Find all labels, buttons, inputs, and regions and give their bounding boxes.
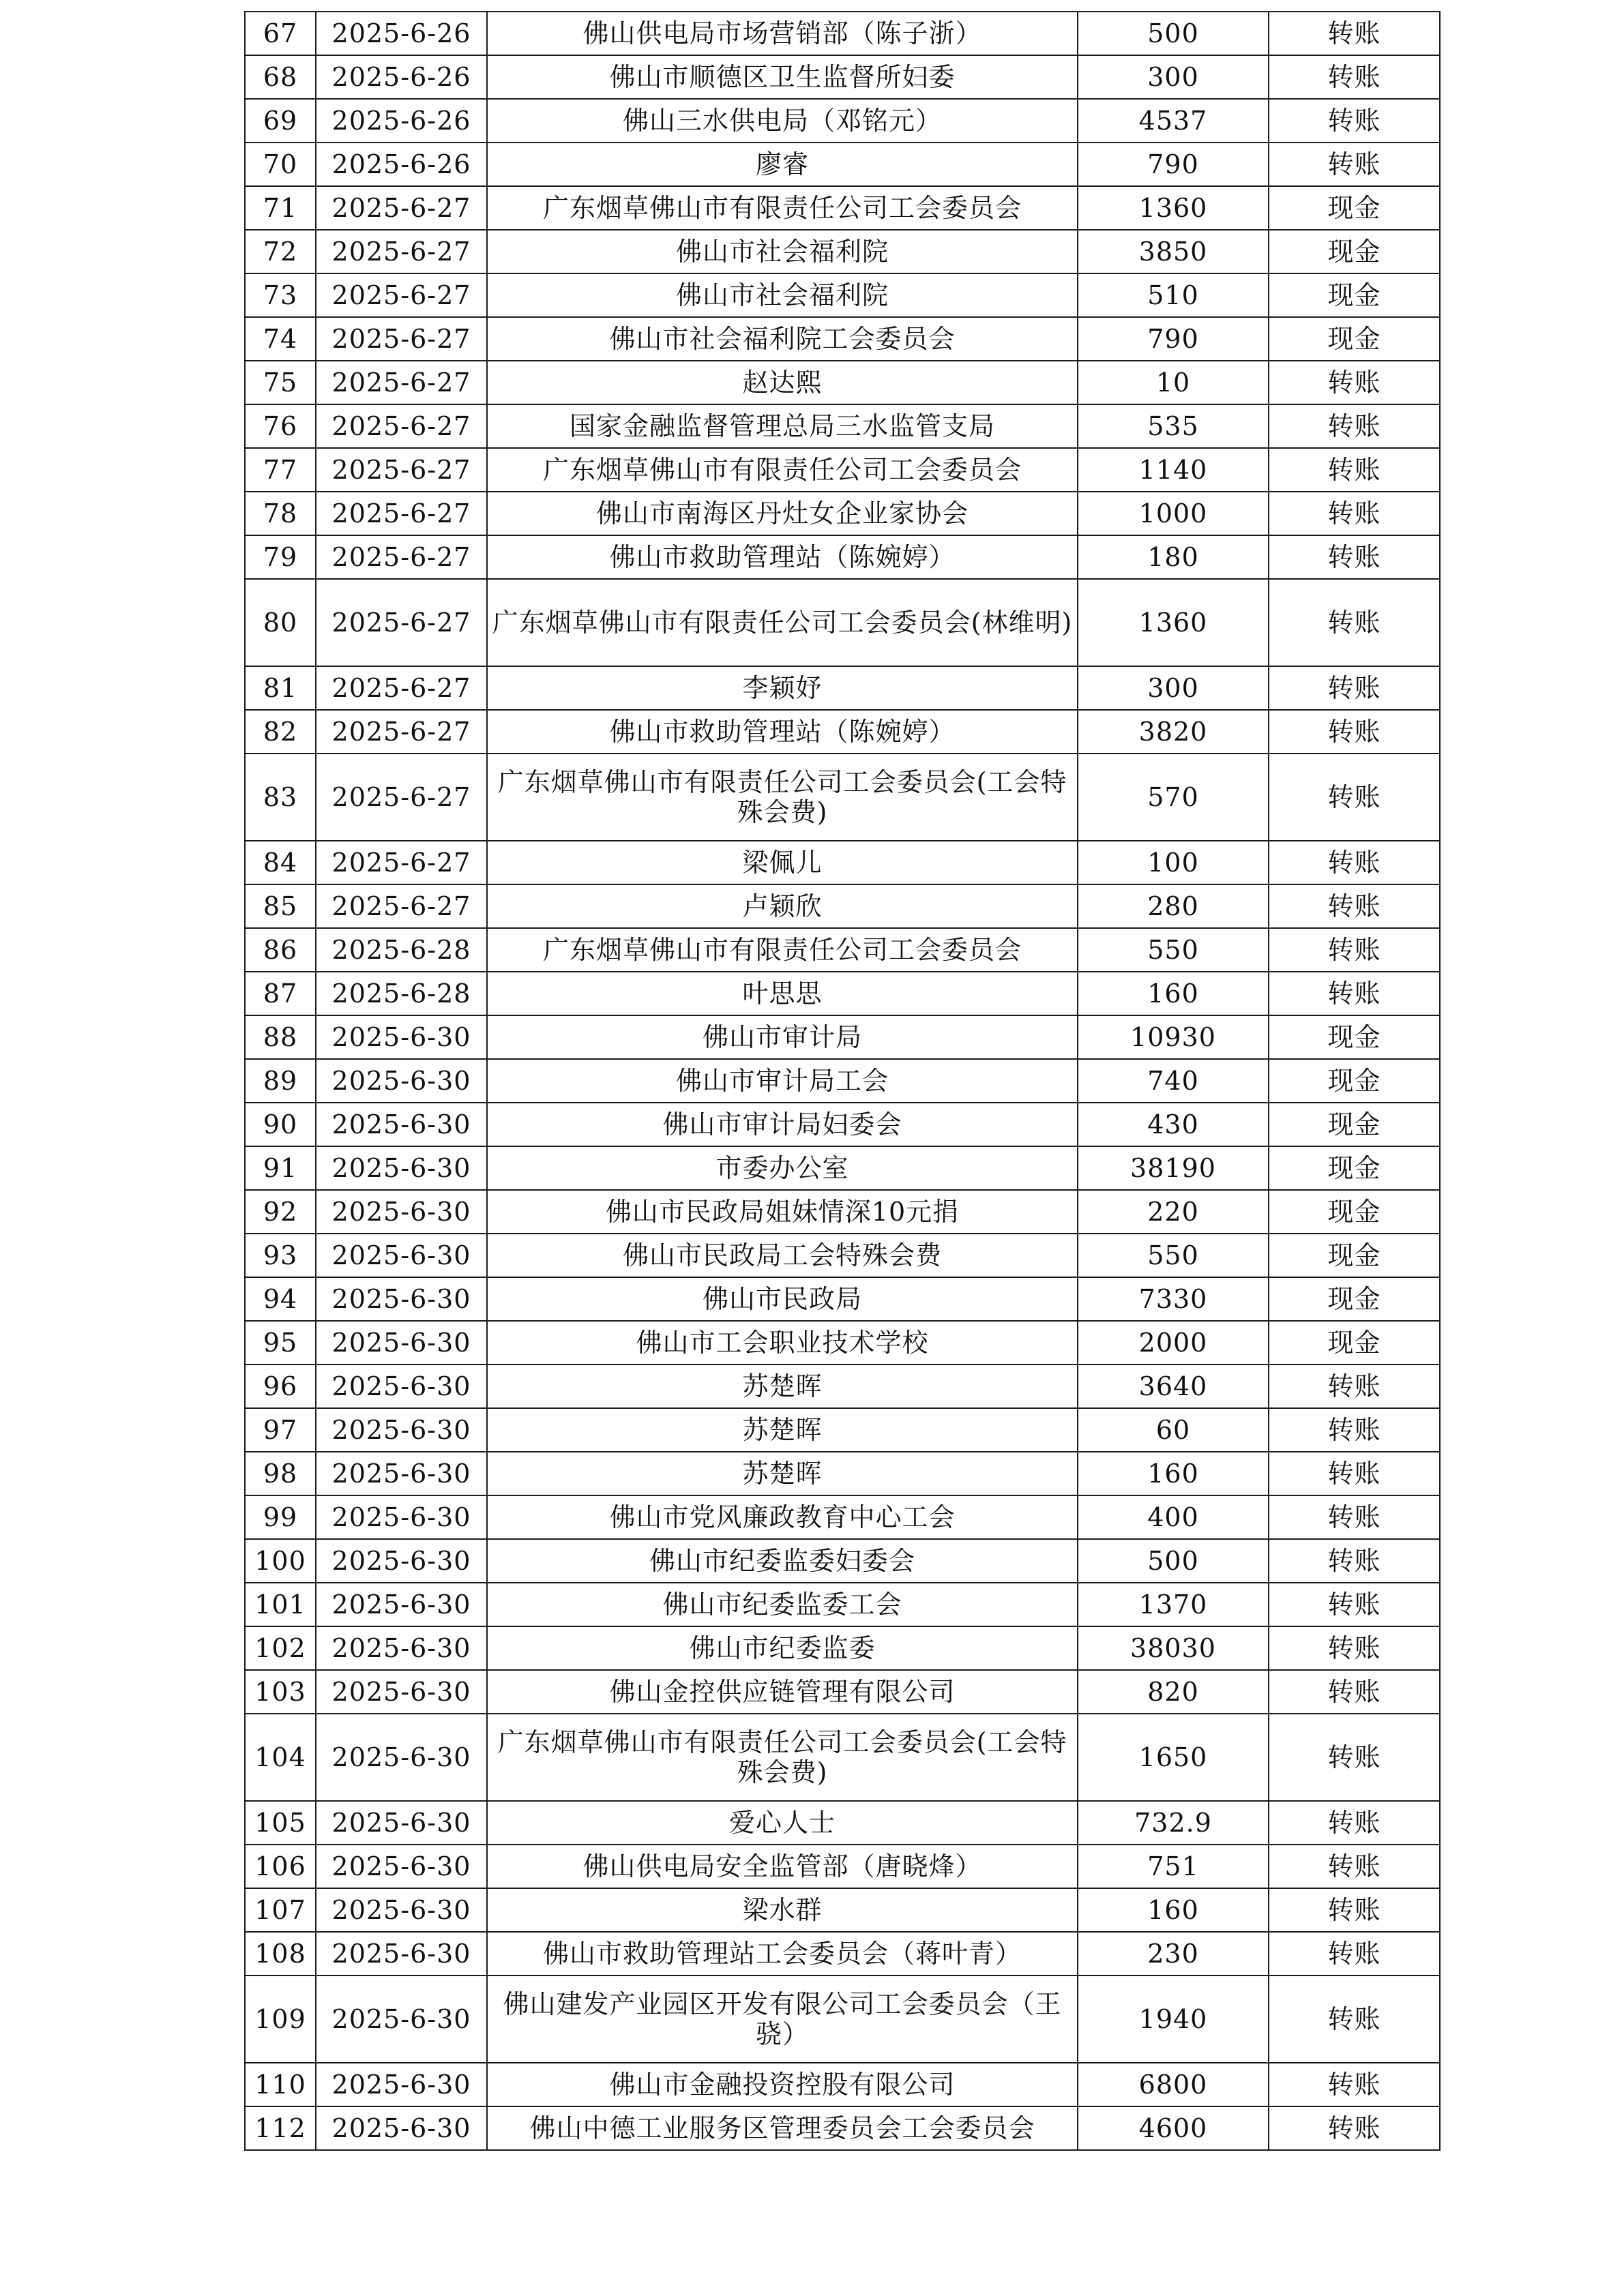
payment-method-cell: 现金	[1269, 186, 1440, 230]
table-row	[245, 492, 1440, 535]
date-cell: 2025-6-30	[316, 1583, 487, 1626]
payment-method-cell: 现金	[1269, 1321, 1440, 1365]
amount-cell: 1140	[1078, 448, 1269, 492]
table-row	[245, 361, 1440, 404]
table-row	[245, 1059, 1440, 1103]
amount-cell: 1360	[1078, 186, 1269, 230]
donor-name-cell: 佛山市工会职业技术学校	[487, 1321, 1078, 1365]
payment-method-cell: 转账	[1269, 1408, 1440, 1452]
amount-cell: 430	[1078, 1103, 1269, 1146]
donor-name-cell: 佛山市救助管理站（陈婉婷）	[487, 710, 1078, 754]
row-number-cell: 109	[245, 1976, 316, 2063]
date-cell: 2025-6-30	[316, 1277, 487, 1321]
row-number-cell: 108	[245, 1932, 316, 1976]
amount-cell: 570	[1078, 754, 1269, 841]
row-number-cell: 68	[245, 55, 316, 99]
donor-name-cell: 佛山市审计局工会	[487, 1059, 1078, 1103]
donor-name-cell: 佛山市社会福利院	[487, 230, 1078, 273]
payment-method-cell: 转账	[1269, 1801, 1440, 1845]
date-cell: 2025-6-30	[316, 1408, 487, 1452]
row-number-cell: 112	[245, 2106, 316, 2150]
donor-name-cell: 苏楚晖	[487, 1408, 1078, 1452]
donor-name-cell: 廖睿	[487, 143, 1078, 186]
date-cell: 2025-6-26	[316, 12, 487, 55]
row-number-cell: 104	[245, 1714, 316, 1801]
donor-name-cell: 佛山市民政局姐妹情深10元捐	[487, 1190, 1078, 1234]
amount-cell: 500	[1078, 12, 1269, 55]
payment-method-cell: 现金	[1269, 1015, 1440, 1059]
date-cell: 2025-6-26	[316, 99, 487, 143]
donor-name-cell: 国家金融监督管理总局三水监管支局	[487, 404, 1078, 448]
table-row	[245, 1408, 1440, 1452]
amount-cell: 535	[1078, 404, 1269, 448]
date-cell: 2025-6-30	[316, 1495, 487, 1539]
row-number-cell: 70	[245, 143, 316, 186]
table-row	[245, 273, 1440, 317]
amount-cell: 38190	[1078, 1146, 1269, 1190]
donor-name-cell: 卢颖欣	[487, 884, 1078, 928]
donor-name-cell: 佛山市社会福利院工会委员会	[487, 317, 1078, 361]
donor-name-cell: 苏楚晖	[487, 1452, 1078, 1495]
payment-method-cell: 现金	[1269, 1277, 1440, 1321]
payment-method-cell: 转账	[1269, 492, 1440, 535]
payment-method-cell: 现金	[1269, 317, 1440, 361]
payment-method-cell: 转账	[1269, 1365, 1440, 1408]
date-cell: 2025-6-27	[316, 317, 487, 361]
date-cell: 2025-6-27	[316, 710, 487, 754]
table-row	[245, 317, 1440, 361]
donor-name-cell: 佛山中德工业服务区管理委员会工会委员会	[487, 2106, 1078, 2150]
row-number-cell: 102	[245, 1626, 316, 1670]
donor-name-cell: 广东烟草佛山市有限责任公司工会委员会	[487, 186, 1078, 230]
row-number-cell: 97	[245, 1408, 316, 1452]
donor-name-cell: 佛山市纪委监委妇委会	[487, 1539, 1078, 1583]
row-number-cell: 103	[245, 1670, 316, 1714]
amount-cell: 740	[1078, 1059, 1269, 1103]
date-cell: 2025-6-27	[316, 361, 487, 404]
table-row	[245, 1234, 1440, 1277]
table-row	[245, 1321, 1440, 1365]
row-number-cell: 99	[245, 1495, 316, 1539]
amount-cell: 550	[1078, 928, 1269, 972]
amount-cell: 280	[1078, 884, 1269, 928]
donor-name-cell: 李颖妤	[487, 666, 1078, 710]
donor-name-cell: 佛山市党风廉政教育中心工会	[487, 1495, 1078, 1539]
table-row	[245, 1626, 1440, 1670]
payment-method-cell: 现金	[1269, 273, 1440, 317]
row-number-cell: 79	[245, 535, 316, 579]
donor-name-cell: 佛山市社会福利院	[487, 273, 1078, 317]
amount-cell: 230	[1078, 1932, 1269, 1976]
table-row	[245, 1495, 1440, 1539]
date-cell: 2025-6-30	[316, 1976, 487, 2063]
payment-method-cell: 转账	[1269, 754, 1440, 841]
amount-cell: 3640	[1078, 1365, 1269, 1408]
table-row	[245, 1714, 1440, 1801]
donor-name-cell: 佛山市顺德区卫生监督所妇委	[487, 55, 1078, 99]
amount-cell: 60	[1078, 1408, 1269, 1452]
table-row	[245, 1976, 1440, 2063]
amount-cell: 10930	[1078, 1015, 1269, 1059]
table-row	[245, 448, 1440, 492]
payment-method-cell: 转账	[1269, 1845, 1440, 1888]
table-row	[245, 710, 1440, 754]
amount-cell: 160	[1078, 1888, 1269, 1932]
row-number-cell: 101	[245, 1583, 316, 1626]
amount-cell: 1370	[1078, 1583, 1269, 1626]
table-row	[245, 1583, 1440, 1626]
table-row	[245, 884, 1440, 928]
table-row	[245, 1670, 1440, 1714]
donation-table-body	[245, 12, 1440, 2150]
row-number-cell: 93	[245, 1234, 316, 1277]
date-cell: 2025-6-27	[316, 579, 487, 666]
payment-method-cell: 转账	[1269, 666, 1440, 710]
payment-method-cell: 现金	[1269, 1234, 1440, 1277]
table-row	[245, 2106, 1440, 2150]
table-row	[245, 666, 1440, 710]
row-number-cell: 87	[245, 972, 316, 1015]
date-cell: 2025-6-30	[316, 1888, 487, 1932]
date-cell: 2025-6-30	[316, 2106, 487, 2150]
donor-name-cell: 广东烟草佛山市有限责任公司工会委员会	[487, 928, 1078, 972]
payment-method-cell: 现金	[1269, 1146, 1440, 1190]
date-cell: 2025-6-30	[316, 1234, 487, 1277]
amount-cell: 6800	[1078, 2063, 1269, 2106]
payment-method-cell: 转账	[1269, 1452, 1440, 1495]
table-row	[245, 1845, 1440, 1888]
amount-cell: 400	[1078, 1495, 1269, 1539]
payment-method-cell: 转账	[1269, 972, 1440, 1015]
date-cell: 2025-6-30	[316, 1365, 487, 1408]
date-cell: 2025-6-27	[316, 448, 487, 492]
table-row	[245, 404, 1440, 448]
amount-cell: 820	[1078, 1670, 1269, 1714]
row-number-cell: 75	[245, 361, 316, 404]
row-number-cell: 71	[245, 186, 316, 230]
table-row	[245, 55, 1440, 99]
donor-name-cell: 广东烟草佛山市有限责任公司工会委员会(工会特殊会费)	[487, 754, 1078, 841]
payment-method-cell: 现金	[1269, 1103, 1440, 1146]
date-cell: 2025-6-30	[316, 1626, 487, 1670]
donor-name-cell: 佛山三水供电局（邓铭元）	[487, 99, 1078, 143]
payment-method-cell: 转账	[1269, 928, 1440, 972]
date-cell: 2025-6-30	[316, 1539, 487, 1583]
date-cell: 2025-6-27	[316, 404, 487, 448]
amount-cell: 550	[1078, 1234, 1269, 1277]
date-cell: 2025-6-30	[316, 1714, 487, 1801]
date-cell: 2025-6-30	[316, 1670, 487, 1714]
payment-method-cell: 转账	[1269, 1714, 1440, 1801]
date-cell: 2025-6-28	[316, 972, 487, 1015]
donor-name-cell: 佛山市南海区丹灶女企业家协会	[487, 492, 1078, 535]
donor-name-cell: 梁佩儿	[487, 841, 1078, 884]
amount-cell: 1940	[1078, 1976, 1269, 2063]
donation-table	[244, 11, 1441, 2151]
date-cell: 2025-6-27	[316, 273, 487, 317]
row-number-cell: 83	[245, 754, 316, 841]
payment-method-cell: 转账	[1269, 710, 1440, 754]
payment-method-cell: 转账	[1269, 2063, 1440, 2106]
date-cell: 2025-6-30	[316, 1321, 487, 1365]
amount-cell: 1650	[1078, 1714, 1269, 1801]
row-number-cell: 76	[245, 404, 316, 448]
date-cell: 2025-6-27	[316, 492, 487, 535]
amount-cell: 2000	[1078, 1321, 1269, 1365]
row-number-cell: 88	[245, 1015, 316, 1059]
payment-method-cell: 转账	[1269, 1495, 1440, 1539]
payment-method-cell: 转账	[1269, 579, 1440, 666]
row-number-cell: 96	[245, 1365, 316, 1408]
date-cell: 2025-6-26	[316, 143, 487, 186]
row-number-cell: 86	[245, 928, 316, 972]
row-number-cell: 89	[245, 1059, 316, 1103]
amount-cell: 7330	[1078, 1277, 1269, 1321]
donor-name-cell: 梁水群	[487, 1888, 1078, 1932]
payment-method-cell: 转账	[1269, 884, 1440, 928]
payment-method-cell: 转账	[1269, 2106, 1440, 2150]
table-row	[245, 1103, 1440, 1146]
row-number-cell: 73	[245, 273, 316, 317]
row-number-cell: 74	[245, 317, 316, 361]
payment-method-cell: 转账	[1269, 12, 1440, 55]
table-row	[245, 186, 1440, 230]
table-row	[245, 143, 1440, 186]
donor-name-cell: 佛山金控供应链管理有限公司	[487, 1670, 1078, 1714]
table-row	[245, 1146, 1440, 1190]
donor-name-cell: 佛山市民政局	[487, 1277, 1078, 1321]
amount-cell: 3820	[1078, 710, 1269, 754]
table-row	[245, 2063, 1440, 2106]
table-row	[245, 841, 1440, 884]
amount-cell: 751	[1078, 1845, 1269, 1888]
row-number-cell: 77	[245, 448, 316, 492]
donor-name-cell: 佛山供电局市场营销部（陈子浙）	[487, 12, 1078, 55]
date-cell: 2025-6-30	[316, 1801, 487, 1845]
table-row	[245, 1452, 1440, 1495]
row-number-cell: 72	[245, 230, 316, 273]
row-number-cell: 67	[245, 12, 316, 55]
payment-method-cell: 转账	[1269, 448, 1440, 492]
row-number-cell: 90	[245, 1103, 316, 1146]
payment-method-cell: 现金	[1269, 230, 1440, 273]
row-number-cell: 105	[245, 1801, 316, 1845]
payment-method-cell: 转账	[1269, 841, 1440, 884]
date-cell: 2025-6-27	[316, 186, 487, 230]
amount-cell: 4600	[1078, 2106, 1269, 2150]
row-number-cell: 81	[245, 666, 316, 710]
payment-method-cell: 转账	[1269, 1976, 1440, 2063]
amount-cell: 300	[1078, 666, 1269, 710]
donor-name-cell: 佛山市纪委监委工会	[487, 1583, 1078, 1626]
amount-cell: 160	[1078, 972, 1269, 1015]
row-number-cell: 94	[245, 1277, 316, 1321]
payment-method-cell: 转账	[1269, 1583, 1440, 1626]
row-number-cell: 84	[245, 841, 316, 884]
donor-name-cell: 佛山供电局安全监管部（唐晓烽）	[487, 1845, 1078, 1888]
date-cell: 2025-6-30	[316, 2063, 487, 2106]
donor-name-cell: 苏楚晖	[487, 1365, 1078, 1408]
table-row	[245, 535, 1440, 579]
table-row	[245, 12, 1440, 55]
amount-cell: 510	[1078, 273, 1269, 317]
row-number-cell: 106	[245, 1845, 316, 1888]
date-cell: 2025-6-27	[316, 666, 487, 710]
table-row	[245, 972, 1440, 1015]
payment-method-cell: 转账	[1269, 535, 1440, 579]
date-cell: 2025-6-30	[316, 1932, 487, 1976]
amount-cell: 4537	[1078, 99, 1269, 143]
table-row	[245, 1932, 1440, 1976]
amount-cell: 790	[1078, 317, 1269, 361]
donor-name-cell: 广东烟草佛山市有限责任公司工会委员会(林维明)	[487, 579, 1078, 666]
payment-method-cell: 转账	[1269, 1626, 1440, 1670]
amount-cell: 3850	[1078, 230, 1269, 273]
table-row	[245, 1277, 1440, 1321]
date-cell: 2025-6-30	[316, 1190, 487, 1234]
date-cell: 2025-6-30	[316, 1845, 487, 1888]
table-row	[245, 1539, 1440, 1583]
payment-method-cell: 转账	[1269, 1539, 1440, 1583]
amount-cell: 10	[1078, 361, 1269, 404]
table-row	[245, 1015, 1440, 1059]
date-cell: 2025-6-27	[316, 884, 487, 928]
donor-name-cell: 佛山市救助管理站（陈婉婷）	[487, 535, 1078, 579]
table-row	[245, 1365, 1440, 1408]
table-row	[245, 230, 1440, 273]
amount-cell: 160	[1078, 1452, 1269, 1495]
amount-cell: 500	[1078, 1539, 1269, 1583]
date-cell: 2025-6-27	[316, 535, 487, 579]
payment-method-cell: 转账	[1269, 55, 1440, 99]
amount-cell: 180	[1078, 535, 1269, 579]
donor-name-cell: 佛山市救助管理站工会委员会（蒋叶青）	[487, 1932, 1078, 1976]
donor-name-cell: 赵达熙	[487, 361, 1078, 404]
row-number-cell: 92	[245, 1190, 316, 1234]
donor-name-cell: 佛山市民政局工会特殊会费	[487, 1234, 1078, 1277]
date-cell: 2025-6-27	[316, 754, 487, 841]
row-number-cell: 82	[245, 710, 316, 754]
date-cell: 2025-6-30	[316, 1059, 487, 1103]
payment-method-cell: 转账	[1269, 1888, 1440, 1932]
row-number-cell: 78	[245, 492, 316, 535]
donor-name-cell: 爱心人士	[487, 1801, 1078, 1845]
amount-cell: 300	[1078, 55, 1269, 99]
donor-name-cell: 广东烟草佛山市有限责任公司工会委员会	[487, 448, 1078, 492]
table-row	[245, 1801, 1440, 1845]
table-row	[245, 754, 1440, 841]
amount-cell: 1360	[1078, 579, 1269, 666]
payment-method-cell: 转账	[1269, 361, 1440, 404]
amount-cell: 790	[1078, 143, 1269, 186]
donor-name-cell: 市委办公室	[487, 1146, 1078, 1190]
amount-cell: 220	[1078, 1190, 1269, 1234]
row-number-cell: 100	[245, 1539, 316, 1583]
row-number-cell: 95	[245, 1321, 316, 1365]
date-cell: 2025-6-30	[316, 1103, 487, 1146]
donor-name-cell: 佛山市审计局妇委会	[487, 1103, 1078, 1146]
amount-cell: 100	[1078, 841, 1269, 884]
donor-name-cell: 广东烟草佛山市有限责任公司工会委员会(工会特殊会费)	[487, 1714, 1078, 1801]
date-cell: 2025-6-26	[316, 55, 487, 99]
row-number-cell: 69	[245, 99, 316, 143]
amount-cell: 38030	[1078, 1626, 1269, 1670]
row-number-cell: 110	[245, 2063, 316, 2106]
row-number-cell: 85	[245, 884, 316, 928]
table-row	[245, 1190, 1440, 1234]
payment-method-cell: 现金	[1269, 1059, 1440, 1103]
payment-method-cell: 转账	[1269, 1932, 1440, 1976]
row-number-cell: 91	[245, 1146, 316, 1190]
payment-method-cell: 现金	[1269, 1190, 1440, 1234]
payment-method-cell: 转账	[1269, 143, 1440, 186]
table-row	[245, 928, 1440, 972]
donor-name-cell: 叶思思	[487, 972, 1078, 1015]
date-cell: 2025-6-30	[316, 1146, 487, 1190]
table-row	[245, 1888, 1440, 1932]
payment-method-cell: 转账	[1269, 404, 1440, 448]
date-cell: 2025-6-30	[316, 1452, 487, 1495]
date-cell: 2025-6-27	[316, 841, 487, 884]
donor-name-cell: 佛山市纪委监委	[487, 1626, 1078, 1670]
table-row	[245, 579, 1440, 666]
donor-name-cell: 佛山建发产业园区开发有限公司工会委员会（王骁）	[487, 1976, 1078, 2063]
payment-method-cell: 转账	[1269, 99, 1440, 143]
date-cell: 2025-6-28	[316, 928, 487, 972]
row-number-cell: 107	[245, 1888, 316, 1932]
payment-method-cell: 转账	[1269, 1670, 1440, 1714]
amount-cell: 1000	[1078, 492, 1269, 535]
date-cell: 2025-6-27	[316, 230, 487, 273]
amount-cell: 732.9	[1078, 1801, 1269, 1845]
donor-name-cell: 佛山市金融投资控股有限公司	[487, 2063, 1078, 2106]
row-number-cell: 98	[245, 1452, 316, 1495]
date-cell: 2025-6-30	[316, 1015, 487, 1059]
row-number-cell: 80	[245, 579, 316, 666]
donor-name-cell: 佛山市审计局	[487, 1015, 1078, 1059]
table-row	[245, 99, 1440, 143]
